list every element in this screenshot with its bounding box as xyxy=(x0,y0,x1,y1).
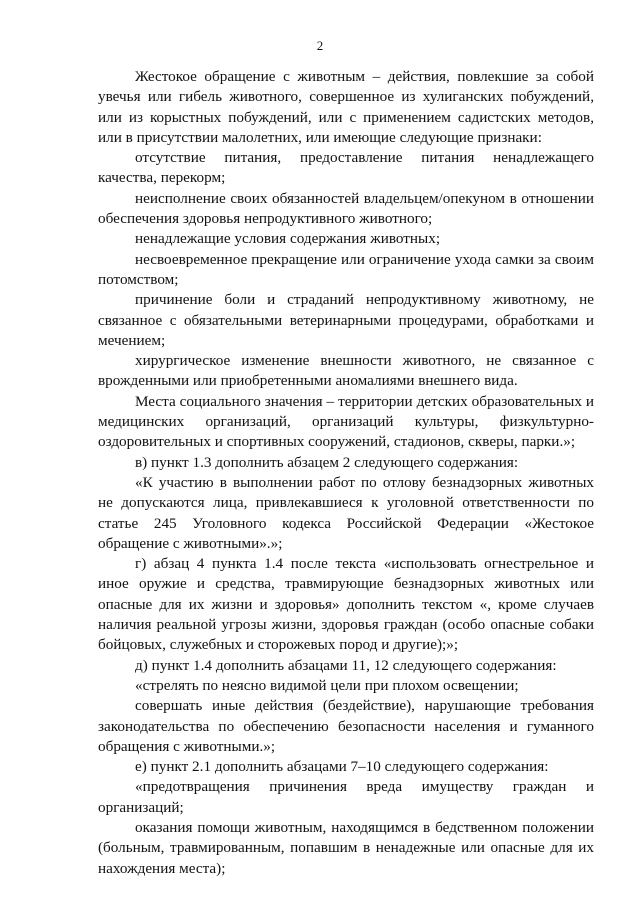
criterion-owner-duties: неисполнение своих обязанностей владельцем/опекуном в отношении обеспечения здоровья непродуктивного животного; xyxy=(98,189,594,228)
amendment-e-heading: е) пункт 2.1 дополнить абзацами 7–10 следующего содержания: xyxy=(135,758,549,776)
definition-cruel-treatment: Жестокое обращение с животным – действия, повлекшие за собой увечья или гибель животного, совершенное из хулиганских побуждений, или из корыстных побуждений, или с применением садистских методов, или в присутствии малолетних, или имеющие следующие признаки: xyxy=(98,68,594,146)
amendment-e-item-2: оказания помощи животным, находящимся в бедственном положении (больным, травмированным, попавшим в ненадежные или опасные для их нахождения места); xyxy=(98,818,594,877)
document-body xyxy=(98,67,594,879)
amendment-v-heading: в) пункт 1.3 дополнить абзацем 2 следующего содержания: xyxy=(135,453,519,471)
amendment-d-heading: д) пункт 1.4 дополнить абзацами 11, 12 следующего содержания: xyxy=(135,656,557,674)
criterion-surgical-change: хирургическое изменение внешности животного, не связанное с врожденными или приобретенными аномалиями внешнего вида. xyxy=(98,352,594,390)
amendment-d-item-2: совершать иные действия (бездействие), нарушающие требования законодательства по обеспечению безопасности населения и гуманного обращения с животными.»; xyxy=(98,697,594,755)
criterion-offspring-care: несвоевременное прекращение или ограничение ухода самки за своим потомством; xyxy=(98,250,594,288)
amendment-v-text: «К участию в выполнении работ по отлову безнадзорных животных не допускаются лица, привлекавшиеся к уголовной ответственности по статье 245 Уголовного кодекса Российской Федерации «Жестокое обращение с животными».»; xyxy=(98,473,594,552)
amendment-g-text: г) абзац 4 пункта 1.4 после текста «использовать огнестрельное и иное оружие и средства, травмирующие безнадзорных животных или опасные для их жизни и здоровья» дополнить текстом «, кроме случаев наличия реальной угрозы жизни, здоровья граждан (особо опасные собаки бойцовых, служебных и сторожевых пород и другие);»; xyxy=(98,555,594,654)
criterion-feeding: отсутствие питания, предоставление питания ненадлежащего качества, перекорм; xyxy=(98,149,594,187)
amendment-e-item-1: «предотвращения причинения вреда имуществу граждан и организаций; xyxy=(98,778,594,816)
criterion-pain-suffering: причинение боли и страданий непродуктивному животному, не связанное с обязательными ветеринарными процедурами, обработками и мечением; xyxy=(98,291,594,349)
definition-social-places: Места социального значения – территории детских образовательных и медицинских организаций, организаций культуры, физкультурно-оздоровительных и спортивных сооружений, стадионов, скверы, парки.»; xyxy=(98,392,594,451)
page-number: 2 xyxy=(316,38,324,53)
criterion-housing-conditions: ненадлежащие условия содержания животных; xyxy=(135,230,441,248)
amendment-d-item-1: «стрелять по неясно видимой цели при плохом освещении; xyxy=(135,676,519,694)
